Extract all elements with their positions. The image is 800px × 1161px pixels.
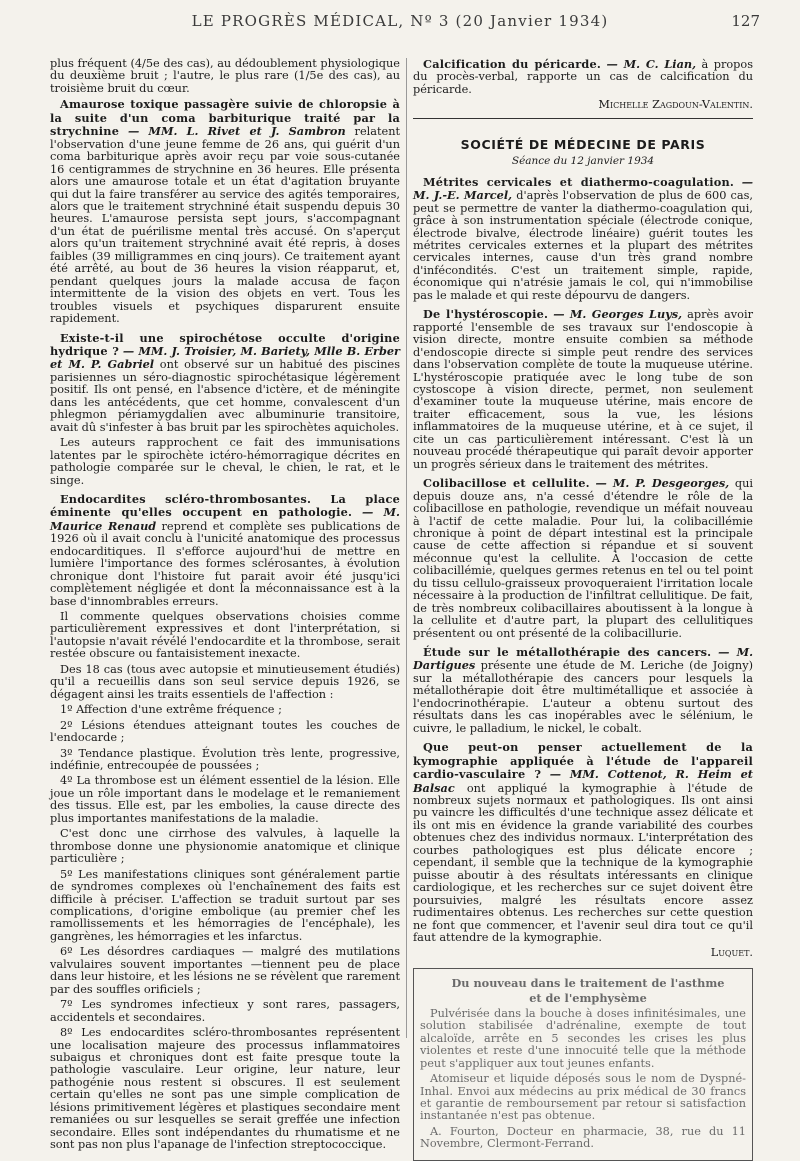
entry-text: ont appliqué la kymographie à l'étude de nombreux sujets normaux et pathologiques. Ils ont ainsi pu vaincre les difficultés d'une technique assez délicate et ils ont mis en évidence la grande variabilité des courbes obtenues chez des individus normaux. L'interprétation des courbes pathologiques est plus délicate encore ; cependant, il semble que la technique de la kymographie puisse aboutir à des résultats intéressants en clinique cardiologique, et les recherches sur ce sujet doivent être poursuivies, malgré les résultats encore assez rudimentaires obtenus. Les recherches sur cette question ne font que commencer, et l'avenir seul dira tout ce qu'il faut attendre de la kymographie. [413,781,753,944]
entry-authors: — M. Maurice Renaud [50,505,400,533]
entry-spirochetose [50,332,400,487]
list-item: 5º Les manifestations cliniques sont généralement partie de syndromes complexes où l'enchaînement des faits est difficile à préciser. L'affection se traduit surtout par ses complications, d'origine embolique (au premier chef les ramollissements et les hémorragies de l'encéphale), les gangrènes, les hémorragies et les infarctus. [50,867,400,943]
entry-text: qui depuis douze ans, n'a cessé d'étendre le rôle de la colibacillose en pathologie, revendique un méfait nouveau à l'actif de cette maladie. Pour lui, la colibacillémie chronique à point de départ intestinal est la principale cause de cette affection si répandue et si souvent méconnue qu'est la cellulite. À l'occasion de cette colibacillémie, quelques germes retenus en tel ou tel point du tissu cellulo-graisseux provoqueraient l'irritation locale nécessaire à la production de l'infiltrat cellulitique. De fait, de très nombreux colibacillaires aboutissent à la longue à la cellulite et d'autre part, la plupart des cellulitiques présentent ou ont présenté de la colibacillurie. [413,477,753,640]
entry-authors: — MM. Cottenot, R. Heim et Balsac [413,767,753,795]
opening-paragraph: plus fréquent (4/5e des cas), au dédoublement physiologique du deuxième bruit ; l'autre, le plus rare (1/5e des cas), au troisième bruit du cœur. [50,57,400,95]
page-number: 127 [731,12,760,30]
entry-colibacillose [413,477,753,640]
entry-kymographie [413,741,753,960]
entry-title: Endocardites scléro-thrombosantes. La place éminente qu'elles occupent en pathologie. [50,491,400,520]
entry-authors: — M. Georges Luys, [553,307,683,322]
signature: Luquet. [710,946,753,960]
left-column [50,58,400,1158]
ad-signature: A. Fourton, Docteur en pharmacie, 38, rue du 11 Novembre, Clermont-Ferrand. [420,1124,746,1151]
advertisement-box [413,968,753,1161]
entry-authors: — M. P. Desgeorges, [595,476,730,491]
ad-text: Pulvérisée dans la bouche à doses infinitésimales, une solution stabilisée d'adrénaline, exempte de tout alcaloïde, arrête en 5 secondes les crises les plus violentes et reste d'une innocuité telle que la méthode peut s'appliquer aux tout jeunes enfants. [420,1006,746,1070]
list-item: 4º La thrombose est un élément essentiel de la lésion. Elle joue un rôle important dans le modelage et le remaniement des tissus. Elle est, par les embolies, la cause directe des plus importantes manifestations de la maladie. [50,774,400,825]
entry-text: Les auteurs rapprochent ce fait des immunisations latentes par le spirochète ictéro-hémorragique décrites en pathologie comparée sur le cheval, le chien, le rat, et le singe. [50,436,400,487]
entry-authors: — MM. J. Troisier, M. Bariety, Mlle B. Erber et M. P. Gabriel [50,343,400,372]
entry-hysteroscopie [413,308,753,471]
entry-calcification [413,58,753,112]
page-header [0,12,800,34]
entry-metrites [413,176,753,303]
entry-text: présente une étude de M. Leriche (de Joigny) sur la métallothérapie des cancers pour lesquels la métallothérapie doit être multimétallique et associée à l'endocrinothérapie. L'auteur a obtenu surtout des résultats dans les cas inopérables avec le sélénium, le cuivre, le palladium, le nickel, le cobalt. [413,659,753,735]
entry-text: à propos du procès-verbal, rapporte un cas de calcification du péricarde. [413,58,754,96]
list-item: 7º Les syndromes infectieux y sont rares, passagers, accidentels et secondaires. [50,998,400,1024]
entry-authors: — M. C. Lian, [606,57,697,71]
entry-endocardites [50,493,400,1152]
list-item: 3º Tendance plastique. Évolution très lente, progressive, indéfinie, entrecoupée de poussées ; [50,746,400,773]
section-rule [413,118,753,119]
entry-text: reprend et complète ses publications de 1926 où il avait conclu à l'unicité anatomique des processus endocarditiques. Il s'efforce aujourd'hui de mettre en lumière l'importance des formes sclérosantes, à évolution chronique dont l'histoire fut parait avoir été jusqu'ici complètement négligée et dont la méconnaissance est à la base d'innombrables erreurs. [50,519,401,608]
entry-authors: — M. Dartigues [413,645,754,673]
entry-title: Que peut-on penser actuellement de la kymographie appliquée à l'étude de l'appareil cardio-vasculaire ? [413,740,753,782]
entry-text: Des 18 cas (tous avec autopsie et minutieusement étudiés) qu'il a recueillis dans son seul service depuis 1926, se dégagent ainsi les traits essentiels de l'affection : [50,662,400,701]
entry-amaurose [50,98,400,325]
list-item: 2º Lésions étendues atteignant toutes les couches de l'endocarde ; [50,718,400,745]
list-item: 6º Les désordres cardiaques — malgré des mutilations valvulaires souvent importantes —tiennent peu de place dans leur histoire, et les lésions ne se révèlent que rarement par des souffles orificiels ; [50,945,400,996]
section-date: Séance du 12 janvier 1934 [511,155,655,168]
signature: Michelle Zagdoun-Valentin. [598,98,753,112]
column-divider [406,58,407,1038]
list-item: 8º Les endocardites scléro-thrombosantes représentent une localisation majeure des processus inflammatoires subaigus et chroniques dont est faite presque toute la pathologie vasculaire. Leur origine, leur nature, leur pathogénie nous restent si obscures. Il est seulement certain qu'elles ne sont pas une simple complication de lésions primitivement légères et plastiques secondaire ment remaniées ou sur lesquelles se serait greffée une infection secondaire. Elles sont indépendantes du rhumatisme et ne sont pas non plus l'apanage de l'infection streptococcique. [50,1026,400,1152]
entry-text: après avoir rapporté l'ensemble de ses travaux sur l'endoscopie à vision directe, montre ensuite combien sa méthode d'endoscopie directe si simple peut rendre des services dans l'observation complète de toute la muqueuse utérine. L'hystéroscopie pratiquée avec le long tube de son cystoscope à vision directe, permet, non seulement d'examiner toute la muqueuse utérine, mais encore de traiter efficacement, sous la vue, les lésions inflammatoires de la muqueuse utérine, et à ce sujet, il cite un cas particulièrement intéressant. C'est là un nouveau procédé thérapeutique qui paraît devoir apporter un progrès sérieux dans le traitement des métrites. [413,308,753,471]
entry-authors: — MM. L. Rivet et J. Sambron [127,124,346,139]
entry-text: d'après l'observation de plus de 600 cas, peut se permettre de vanter la diathermo-coagulation qui, grâce à son instrumentation spéciale (électrode conique, électrode bivalve, électrode linéaire) guérit toutes les métrites cervicales externes et la plupart des métrites cervicales internes, cause d'un très grand nombre d'infécondités. C'est un traitement simple, rapide, économique qui n'atrésie jamais le col, qui n'immobilise pas le malade et qui reste dépourvu de dangers. [413,189,753,302]
list-item: C'est donc une cirrhose des valvules, à laquelle la thrombose donne une physionomie anatomique et clinique particulière ; [50,827,400,866]
entry-title: Colibacillose et cellulite. [423,476,590,491]
journal-header-title: LE PROGRÈS MÉDICAL, Nº 3 (20 Janvier 1934) [191,12,609,30]
entry-text: Il commente quelques observations choisies comme particulièrement expressives et dont l'interprétation, si l'autopsie n'avait révélé l'endocardite et la thrombose, serait restée obscure ou fantaisistement inexacte. [50,610,400,661]
entry-authors: — M. J.-E. Marcel, [413,174,753,203]
entry-metallotherapie [413,646,753,735]
ad-text: Atomiseur et liquide déposés sous le nom de Dyspné-Inhal. Envoi aux médecins au prix médical de 30 francs et garantie de remboursement par retour si satisfaction instantanée n'est pas obtenue. [420,1072,746,1123]
right-column [413,58,753,1161]
entry-text: ont observé sur un habitué des piscines parisiennes un séro-diagnostic spirochétasique légèrement positif. Ils ont pensé, en l'absence d'ictère, et de méningite dans les antécédents, que cet homme, convalescent d'un phlegmon périamygdalien avec albuminurie transitoire, avait dû s'infester à bas bruit par les spirochètes aquicholes. [50,358,400,434]
ad-title: Du nouveau dans le traitement de l'asthme [451,975,725,990]
section-title: SOCIÉTÉ DE MÉDECINE DE PARIS [460,136,706,152]
entry-title: Étude sur le métallothérapie des cancers. [423,645,712,660]
entry-title: Existe-t-il une spirochétose occulte d'origine hydrique ? [50,330,400,358]
entry-title: Calcification du péricarde. [423,57,602,71]
entry-title: Amaurose toxique passagère suivie de chloropsie à la suite d'un coma barbiturique traité par la strychnine [50,97,400,139]
entry-text: relatent l'observation d'une jeune femme de 26 ans, qui guérit d'un coma barbiturique après avoir reçu par voie sous-cutanée 16 centigrammes de strychnine en 36 heures. Elle présenta alors une amaurose totale et un état d'agitation bruyante qui dut la faire transférer au service des agités temporaires, alors que le traitement strychniné était suspendu depuis 30 heures. L'amaurose persista sept jours, s'accompagnant d'un état de puérilisme mental très accusé. On s'aperçut alors qu'un traitement strychniné avait été repris, à doses faibles (39 milligrammes en cinq jours). Ce traitement ayant été arrêté, au bout de 36 heures la vision réapparut, et, pendant quelques jours la malade accusa de façon intermittente de la vision des objets en vert. Tous les troubles visuels et psychiques disparurent ensuite rapidement. [50,125,401,326]
entry-title: Métrites cervicales et diathermo-coagulation. [423,174,735,189]
ad-subtitle: et de l'emphysème [529,991,647,1006]
entry-title: De l'hystéroscopie. [423,307,549,322]
list-item: 1º Affection d'une extrême fréquence ; [60,703,282,717]
